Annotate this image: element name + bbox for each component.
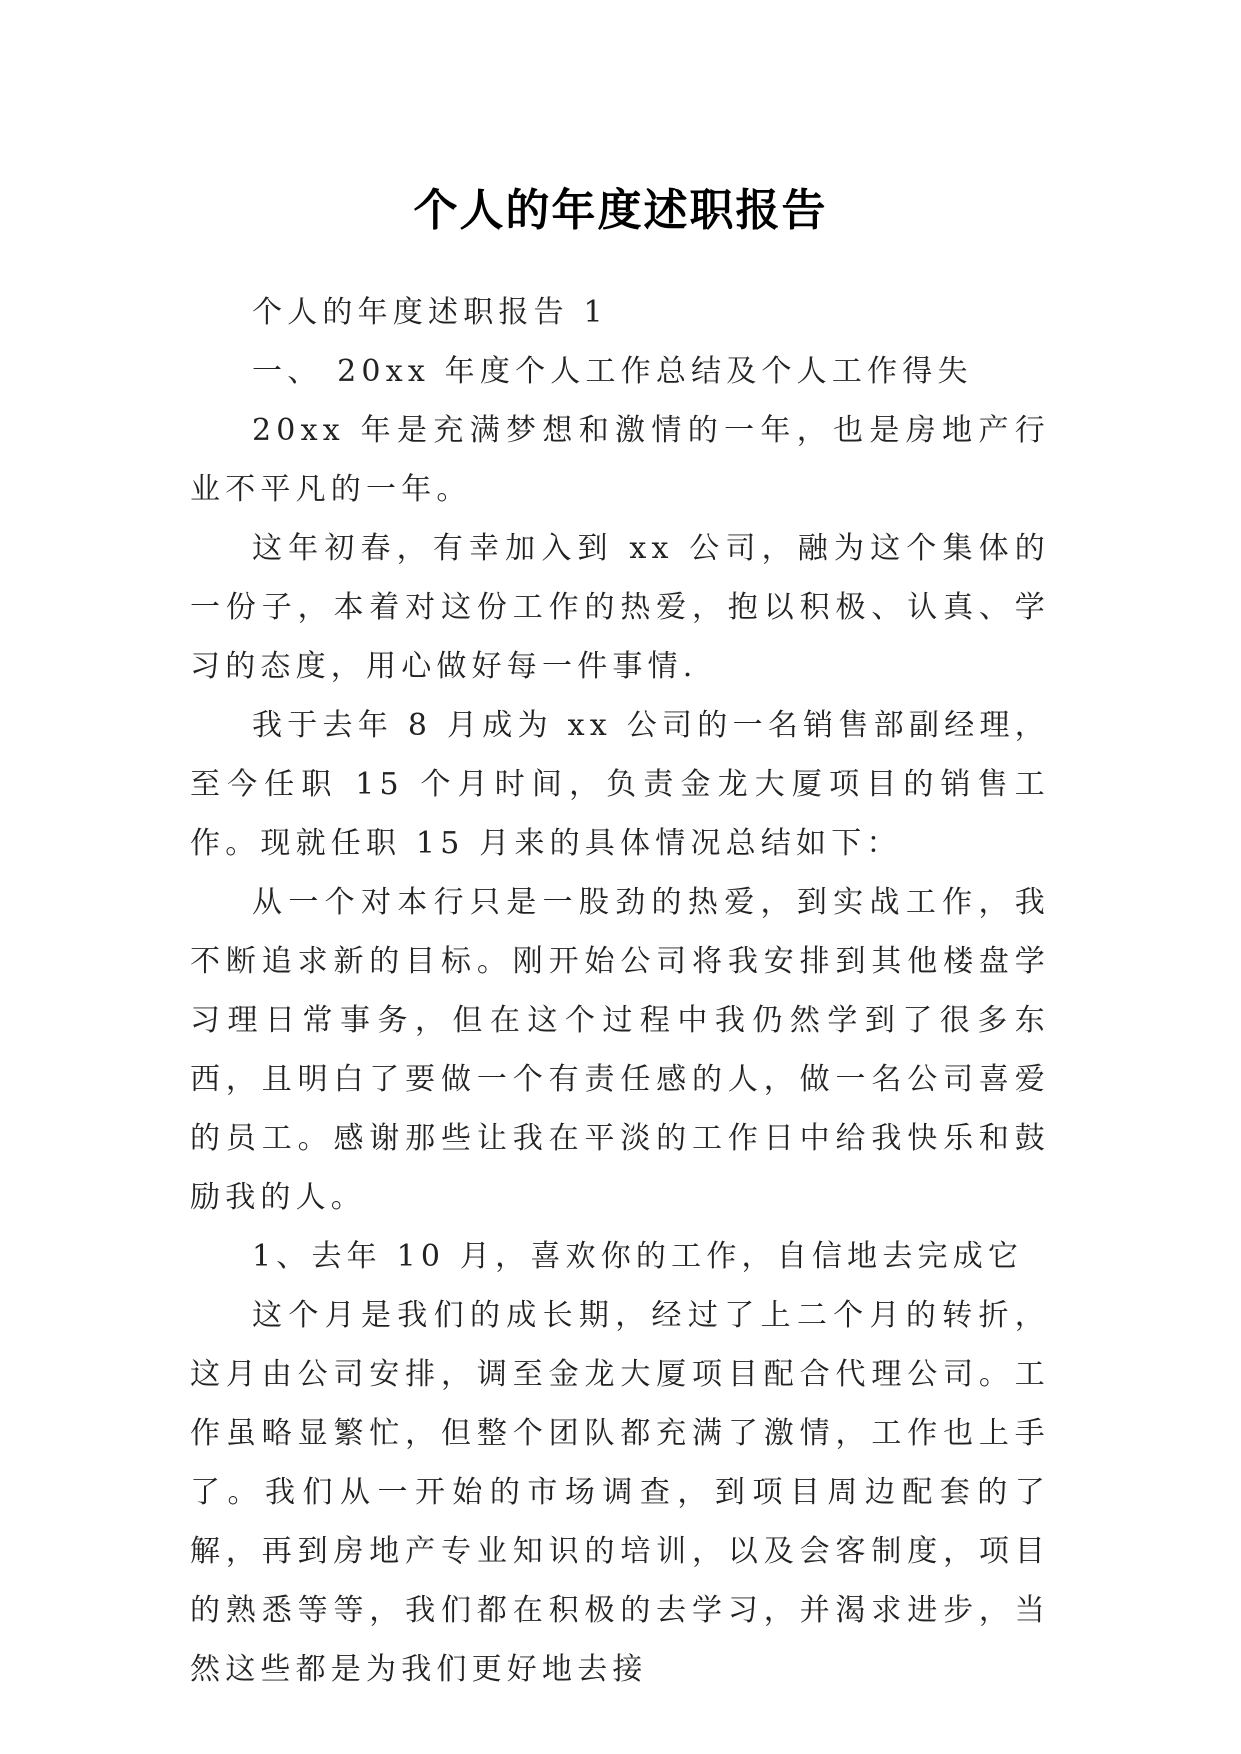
subsection-heading: 一、 20xx 年度个人工作总结及个人工作得失 — [252, 354, 973, 389]
body-paragraph: 我于去年 8 月成为 xx 公司的一名销售部副经理，至今任职 15 个月时间，负责金龙大厦项目的销售工作。现就任职 15 月来的具体情况总结如下： — [190, 708, 1050, 861]
section-heading: 个人的年度述职报告 1 — [252, 295, 608, 330]
document-title: 个人的年度述职报告 — [413, 185, 828, 237]
body-paragraph: 这年初春，有幸加入到 xx 公司，融为这个集体的一份子，本着对这份工作的热爱，抱以积极、认真、学习的态度，用心做好每一件事情. — [190, 531, 1050, 684]
body-paragraph: 从一个对本行只是一股劲的热爱，到实战工作，我不断追求新的目标。刚开始公司将我安排到其他楼盘学习理日常事务，但在这个过程中我仍然学到了很多东西，且明白了要做一个有责任感的人，做一名公司喜爱的员工。感谢那些让我在平淡的工作日中给我快乐和鼓励我的人。 — [190, 885, 1050, 1215]
body-paragraph: 这个月是我们的成长期，经过了上二个月的转折，这月由公司安排，调至金龙大厦项目配合代理公司。工作虽略显繁忙，但整个团队都充满了激情，工作也上手了。我们从一开始的市场调查，到项目周边配套的了解，再到房地产专业知识的培训，以及会客制度，项目的熟悉等等，我们都在积极的去学习，并渴求进步，当然这些都是为我们更好地去接 — [190, 1298, 1050, 1687]
body-paragraph: 20xx 年是充满梦想和激情的一年，也是房地产行业不平凡的一年。 — [190, 413, 1050, 507]
list-item-heading: 1、去年 10 月，喜欢你的工作，自信地去完成它 — [252, 1239, 1024, 1274]
document-body — [190, 283, 1050, 1699]
